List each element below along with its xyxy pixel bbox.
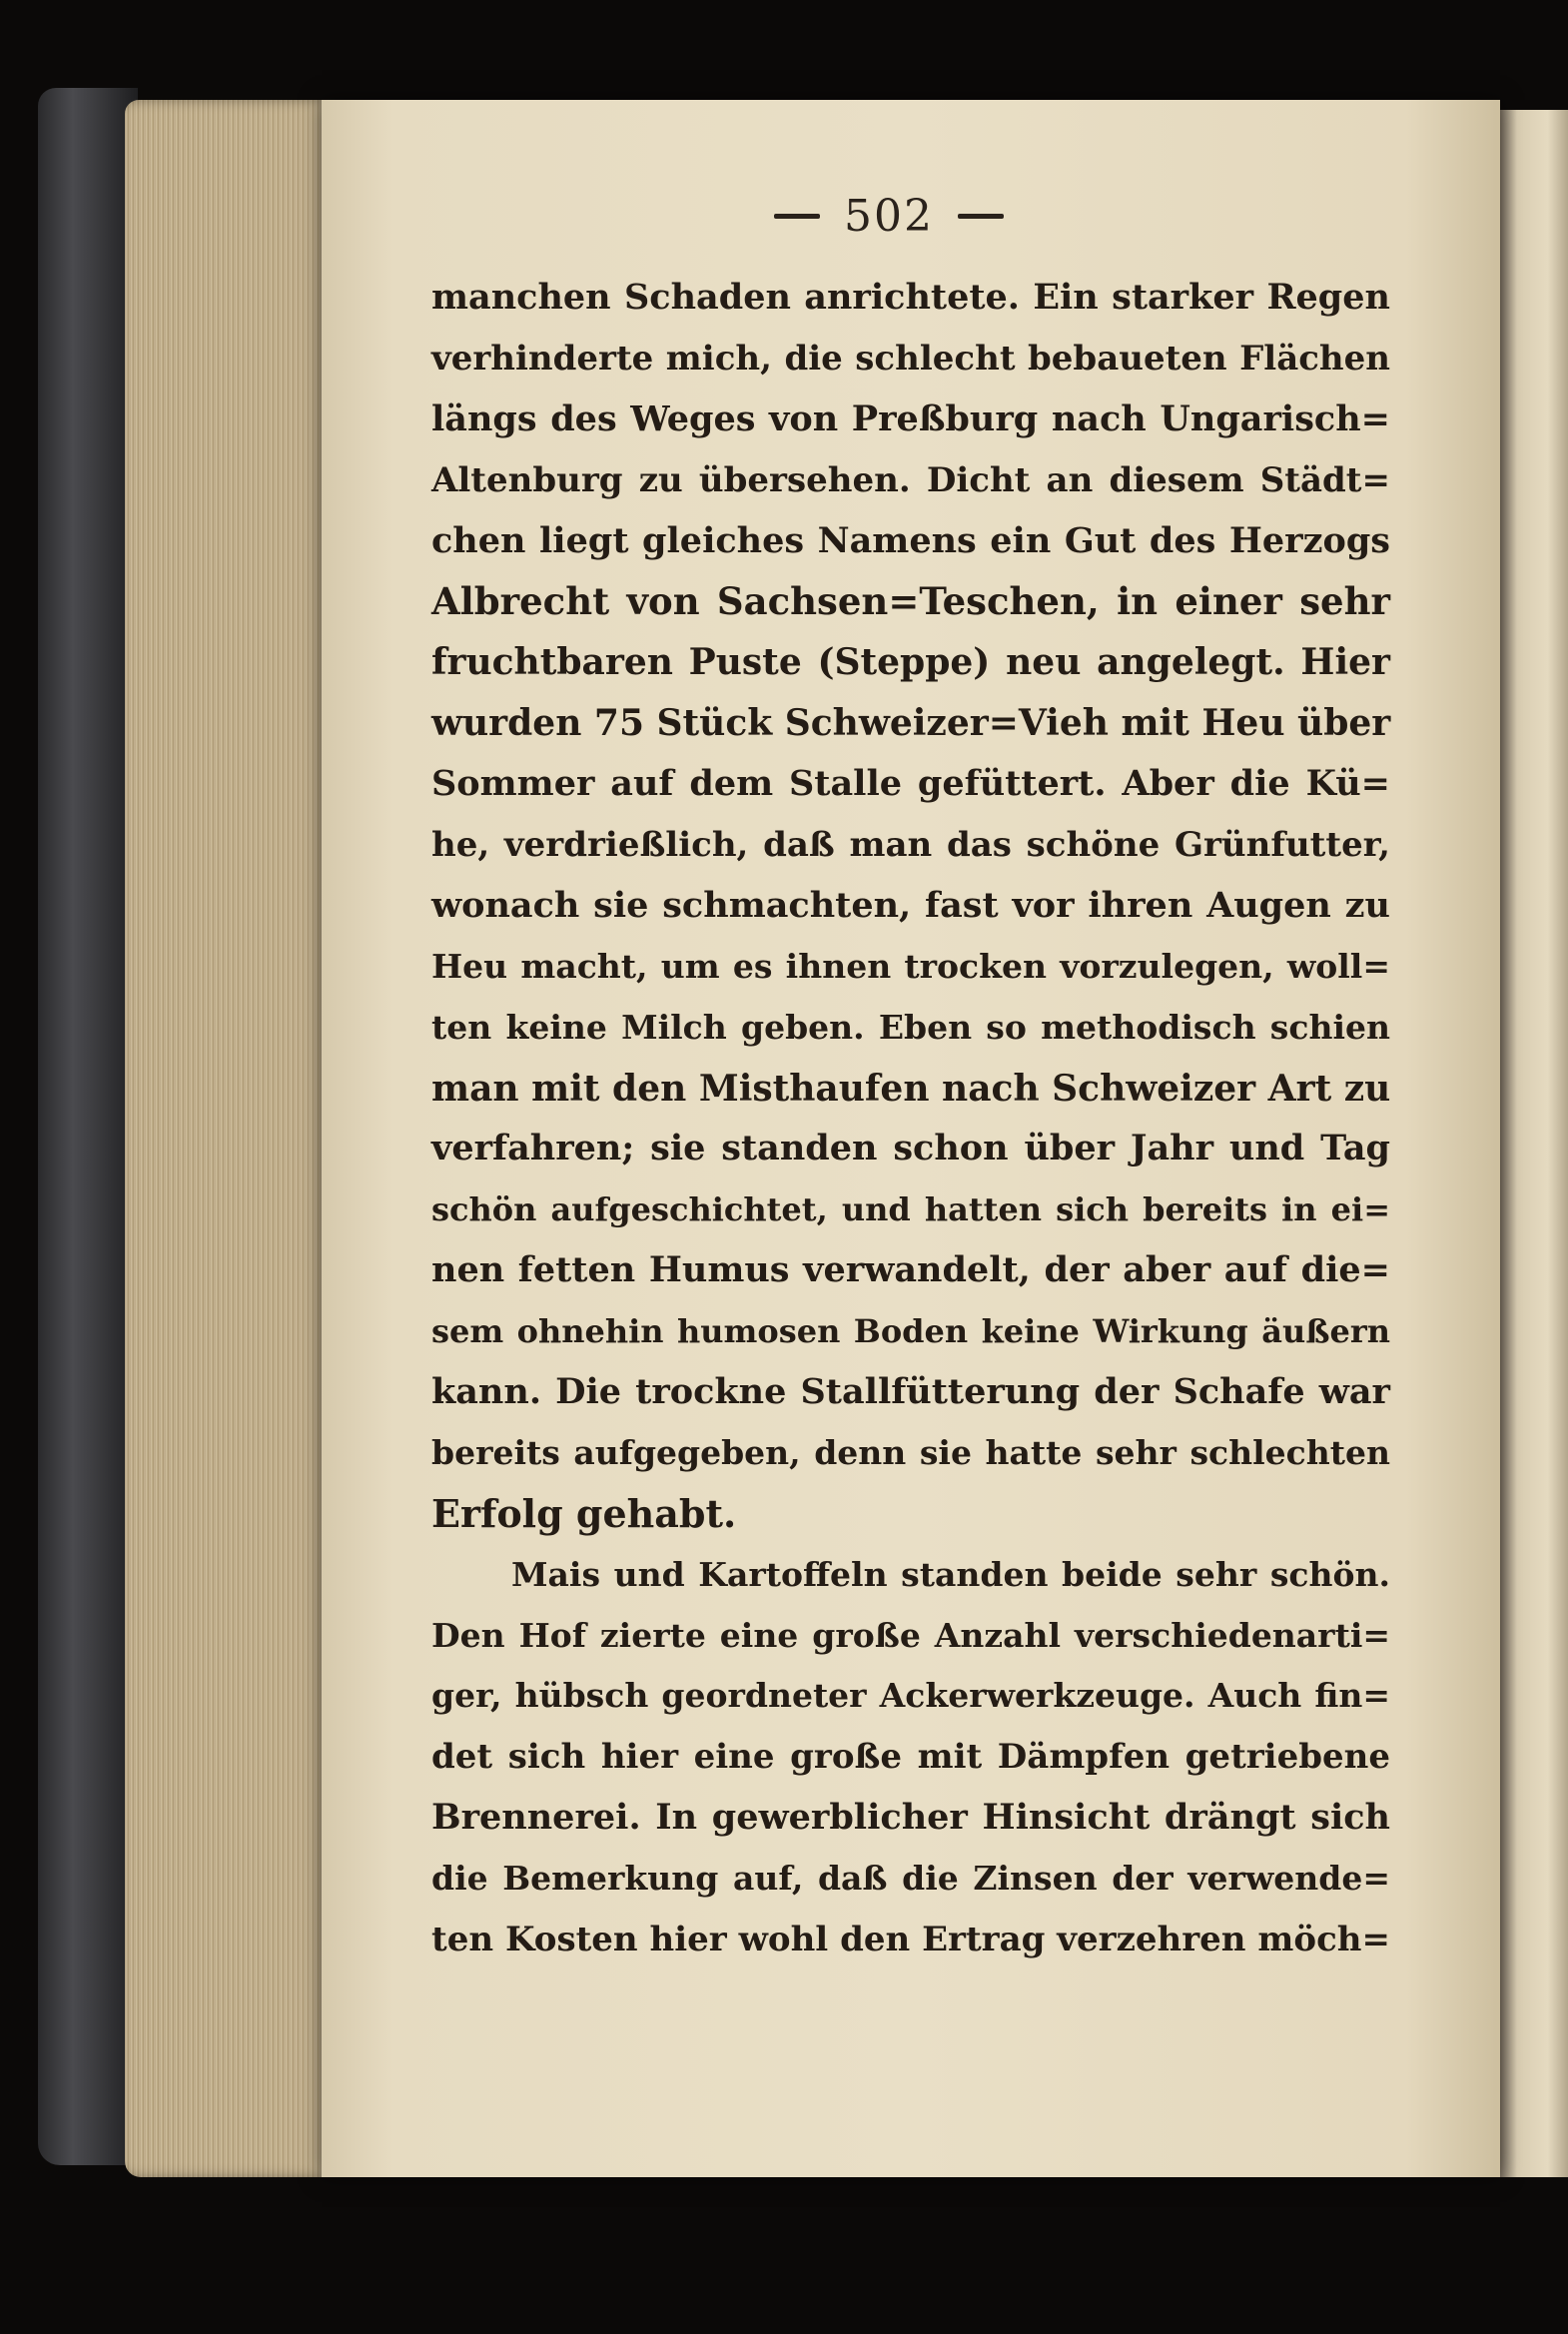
facing-page-edge bbox=[1500, 110, 1568, 2177]
page-number: 502 bbox=[844, 190, 934, 242]
text-line: det sich hier eine große mit Dämpfen getriebene bbox=[431, 1737, 1390, 1778]
text-line: kann. Die trockne Stallfütterung der Schafe war bbox=[431, 1371, 1390, 1413]
text-line: verhinderte mich, die schlecht bebaueten Flächen bbox=[431, 338, 1390, 379]
text-line: Heu macht, um es ihnen trocken vorzulegen, woll= bbox=[431, 946, 1390, 986]
text-line: he, verdrießlich, daß man das schöne Grünfutter, bbox=[431, 825, 1390, 866]
text-line: Den Hof zierte eine große Anzahl verschiedenarti= bbox=[431, 1615, 1390, 1655]
text-line: längs des Weges von Preßburg nach Ungarisch= bbox=[431, 397, 1390, 439]
text-line: Albrecht von Sachsen=Teschen, in einer sehr bbox=[431, 579, 1390, 624]
text-line: sem ohnehin humosen Boden keine Wirkung äußern bbox=[431, 1312, 1390, 1351]
text-line: ten Kosten hier wohl den Ertrag verzehren möch= bbox=[431, 1920, 1390, 1960]
text-line: wurden 75 Stück Schweizer=Vieh mit Heu über bbox=[431, 702, 1391, 745]
text-line: man mit den Misthaufen nach Schweizer Art zu bbox=[431, 1067, 1391, 1110]
text-line: nen fetten Humus verwandelt, der aber auf die= bbox=[431, 1249, 1390, 1291]
header-dash-right bbox=[958, 214, 1004, 219]
text-line: Mais und Kartoffeln standen beide sehr schön. bbox=[511, 1554, 1390, 1594]
text-line: bereits aufgegeben, denn sie hatte sehr schlechten bbox=[431, 1432, 1390, 1472]
text-line: Erfolg gehabt. bbox=[431, 1490, 737, 1536]
text-line: Sommer auf dem Stalle gefüttert. Aber die Kü= bbox=[431, 763, 1390, 805]
body-text bbox=[431, 268, 1390, 1970]
text-line: manchen Schaden anrichtete. Ein starker Regen bbox=[431, 277, 1390, 318]
text-line: schön aufgeschichtet, und hatten sich bereits in ei= bbox=[431, 1190, 1390, 1229]
text-line: wonach sie schmachten, fast vor ihren Augen zu bbox=[431, 884, 1390, 926]
book-cover bbox=[38, 88, 138, 2165]
text-line: Brennerei. In gewerblicher Hinsicht drängt sich bbox=[431, 1797, 1390, 1839]
page-edges bbox=[125, 100, 330, 2177]
header-dash-left bbox=[774, 214, 820, 219]
text-line: Altenburg zu übersehen. Dicht an diesem Städt= bbox=[431, 459, 1390, 500]
text-line: ger, hübsch geordneter Ackerwerkzeuge. Auch fin= bbox=[431, 1676, 1390, 1716]
text-line: ten keine Milch geben. Eben so methodisch schien bbox=[431, 1007, 1390, 1047]
text-line: die Bemerkung auf, daß die Zinsen der verwende= bbox=[431, 1859, 1390, 1899]
text-line: verfahren; sie standen schon über Jahr und Tag bbox=[431, 1128, 1390, 1169]
text-line: fruchtbaren Puste (Steppe) neu angelegt. Hier bbox=[431, 641, 1390, 684]
text-line: chen liegt gleiches Namens ein Gut des Herzogs bbox=[431, 519, 1390, 561]
page-header bbox=[719, 186, 1059, 246]
